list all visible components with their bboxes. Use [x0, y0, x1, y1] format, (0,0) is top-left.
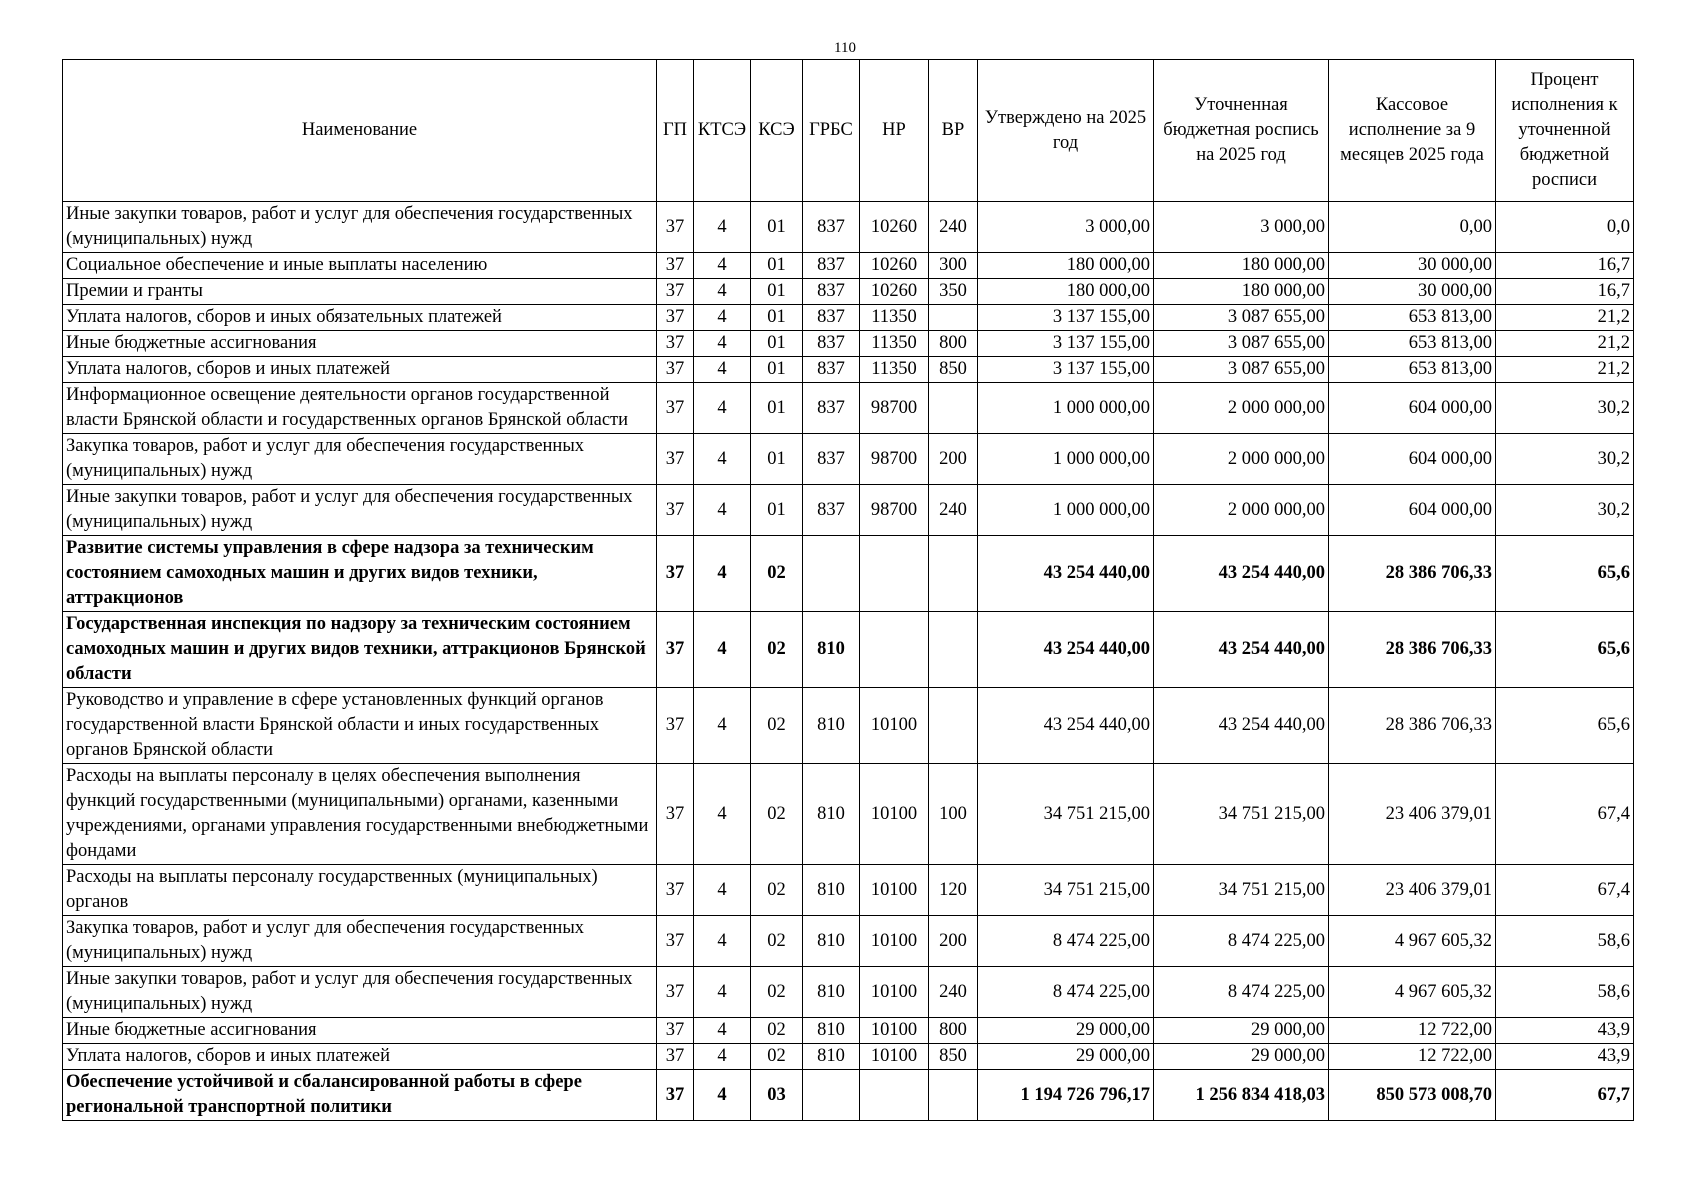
cell-ktse: 4 [694, 485, 751, 536]
cell-gp: 37 [657, 865, 694, 916]
cell-ktse: 4 [694, 1070, 751, 1121]
cell-kse: 01 [751, 331, 803, 357]
cell-ktse: 4 [694, 305, 751, 331]
cell-refined: 43 254 440,00 [1154, 688, 1329, 764]
cell-grbs: 837 [803, 357, 860, 383]
header-vr: ВР [929, 60, 978, 202]
cell-vr: 240 [929, 967, 978, 1018]
cell-name: Обеспечение устойчивой и сбалансированной работы в сфере региональной транспортной политики [63, 1070, 657, 1121]
cell-refined: 29 000,00 [1154, 1044, 1329, 1070]
cell-ktse: 4 [694, 688, 751, 764]
cell-nr: 10260 [860, 279, 929, 305]
table-row [63, 434, 1634, 485]
table-row [63, 202, 1634, 253]
cell-grbs: 810 [803, 1018, 860, 1044]
cell-gp: 37 [657, 536, 694, 612]
header-row [63, 60, 1634, 202]
cell-nr: 11350 [860, 331, 929, 357]
cell-refined: 3 087 655,00 [1154, 331, 1329, 357]
cell-percent: 21,2 [1496, 357, 1634, 383]
header-nr: НР [860, 60, 929, 202]
header-cash: Кассовое исполнение за 9 месяцев 2025 года [1329, 60, 1496, 202]
cell-nr: 11350 [860, 357, 929, 383]
header-kse: КСЭ [751, 60, 803, 202]
cell-ktse: 4 [694, 331, 751, 357]
cell-approved: 3 000,00 [978, 202, 1154, 253]
cell-vr: 300 [929, 253, 978, 279]
cell-nr: 98700 [860, 485, 929, 536]
cell-grbs: 810 [803, 764, 860, 865]
cell-approved: 1 000 000,00 [978, 383, 1154, 434]
cell-vr: 850 [929, 1044, 978, 1070]
cell-approved: 29 000,00 [978, 1018, 1154, 1044]
cell-cash: 653 813,00 [1329, 305, 1496, 331]
cell-nr: 10100 [860, 967, 929, 1018]
cell-ktse: 4 [694, 967, 751, 1018]
cell-kse: 01 [751, 305, 803, 331]
cell-refined: 34 751 215,00 [1154, 764, 1329, 865]
cell-vr: 200 [929, 434, 978, 485]
table-row [63, 612, 1634, 688]
cell-refined: 3 000,00 [1154, 202, 1329, 253]
cell-percent: 67,7 [1496, 1070, 1634, 1121]
table-row [63, 1044, 1634, 1070]
cell-nr: 10100 [860, 1044, 929, 1070]
cell-name: Закупка товаров, работ и услуг для обеспечения государственных (муниципальных) нужд [63, 916, 657, 967]
cell-name: Уплата налогов, сборов и иных платежей [63, 357, 657, 383]
cell-grbs: 810 [803, 967, 860, 1018]
cell-percent: 30,2 [1496, 485, 1634, 536]
cell-cash: 28 386 706,33 [1329, 536, 1496, 612]
cell-grbs: 837 [803, 253, 860, 279]
cell-ktse: 4 [694, 253, 751, 279]
cell-kse: 01 [751, 202, 803, 253]
cell-gp: 37 [657, 1018, 694, 1044]
cell-vr [929, 1070, 978, 1121]
cell-refined: 1 256 834 418,03 [1154, 1070, 1329, 1121]
cell-gp: 37 [657, 383, 694, 434]
cell-cash: 4 967 605,32 [1329, 967, 1496, 1018]
cell-cash: 4 967 605,32 [1329, 916, 1496, 967]
cell-name: Социальное обеспечение и иные выплаты населению [63, 253, 657, 279]
cell-refined: 3 087 655,00 [1154, 357, 1329, 383]
cell-ktse: 4 [694, 279, 751, 305]
cell-vr: 240 [929, 202, 978, 253]
cell-vr: 240 [929, 485, 978, 536]
cell-name: Иные бюджетные ассигнования [63, 331, 657, 357]
cell-cash: 12 722,00 [1329, 1018, 1496, 1044]
cell-gp: 37 [657, 1070, 694, 1121]
cell-approved: 3 137 155,00 [978, 331, 1154, 357]
cell-cash: 0,00 [1329, 202, 1496, 253]
table-row [63, 967, 1634, 1018]
cell-percent: 43,9 [1496, 1044, 1634, 1070]
cell-refined: 2 000 000,00 [1154, 485, 1329, 536]
header-ktse: КТСЭ [694, 60, 751, 202]
header-refined: Уточненная бюджетная роспись на 2025 год [1154, 60, 1329, 202]
cell-nr [860, 612, 929, 688]
cell-grbs: 837 [803, 305, 860, 331]
table-row [63, 865, 1634, 916]
cell-refined: 29 000,00 [1154, 1018, 1329, 1044]
cell-gp: 37 [657, 305, 694, 331]
cell-nr: 11350 [860, 305, 929, 331]
page-number: 110 [834, 40, 856, 56]
table-row [63, 485, 1634, 536]
cell-ktse: 4 [694, 536, 751, 612]
cell-kse: 03 [751, 1070, 803, 1121]
cell-kse: 02 [751, 1044, 803, 1070]
table-body [63, 202, 1634, 1121]
cell-cash: 28 386 706,33 [1329, 612, 1496, 688]
header-gp: ГП [657, 60, 694, 202]
cell-percent: 21,2 [1496, 305, 1634, 331]
header-percent: Процент исполнения к уточненной бюджетной росписи [1496, 60, 1634, 202]
cell-vr [929, 305, 978, 331]
cell-approved: 3 137 155,00 [978, 357, 1154, 383]
cell-refined: 43 254 440,00 [1154, 612, 1329, 688]
cell-approved: 43 254 440,00 [978, 688, 1154, 764]
cell-grbs: 810 [803, 1044, 860, 1070]
table-row [63, 357, 1634, 383]
cell-approved: 1 000 000,00 [978, 485, 1154, 536]
table-row [63, 253, 1634, 279]
cell-refined: 8 474 225,00 [1154, 967, 1329, 1018]
cell-kse: 02 [751, 764, 803, 865]
cell-name: Иные закупки товаров, работ и услуг для обеспечения государственных (муниципальных) нужд [63, 485, 657, 536]
cell-percent: 0,0 [1496, 202, 1634, 253]
cell-refined: 2 000 000,00 [1154, 383, 1329, 434]
cell-ktse: 4 [694, 764, 751, 865]
cell-kse: 01 [751, 279, 803, 305]
cell-name: Государственная инспекция по надзору за техническим состоянием самоходных машин и других видов техники, аттракционов Брянской области [63, 612, 657, 688]
cell-gp: 37 [657, 916, 694, 967]
cell-vr [929, 612, 978, 688]
cell-name: Информационное освещение деятельности органов государственной власти Брянской области и государственных органов Брянской области [63, 383, 657, 434]
cell-percent: 21,2 [1496, 331, 1634, 357]
cell-percent: 67,4 [1496, 865, 1634, 916]
cell-kse: 01 [751, 485, 803, 536]
cell-nr: 98700 [860, 434, 929, 485]
cell-percent: 30,2 [1496, 434, 1634, 485]
table-row [63, 1070, 1634, 1121]
cell-grbs: 810 [803, 612, 860, 688]
table-row [63, 331, 1634, 357]
cell-approved: 3 137 155,00 [978, 305, 1154, 331]
cell-approved: 8 474 225,00 [978, 916, 1154, 967]
cell-cash: 30 000,00 [1329, 279, 1496, 305]
cell-kse: 01 [751, 357, 803, 383]
table-row [63, 279, 1634, 305]
cell-kse: 02 [751, 967, 803, 1018]
cell-grbs: 837 [803, 383, 860, 434]
cell-vr: 100 [929, 764, 978, 865]
cell-name: Уплата налогов, сборов и иных платежей [63, 1044, 657, 1070]
table-row [63, 305, 1634, 331]
cell-ktse: 4 [694, 916, 751, 967]
cell-cash: 23 406 379,01 [1329, 865, 1496, 916]
cell-grbs: 837 [803, 202, 860, 253]
cell-percent: 65,6 [1496, 688, 1634, 764]
cell-approved: 1 000 000,00 [978, 434, 1154, 485]
cell-kse: 02 [751, 688, 803, 764]
cell-gp: 37 [657, 434, 694, 485]
cell-ktse: 4 [694, 434, 751, 485]
header-grbs: ГРБС [803, 60, 860, 202]
cell-vr: 350 [929, 279, 978, 305]
cell-refined: 34 751 215,00 [1154, 865, 1329, 916]
cell-name: Руководство и управление в сфере установленных функций органов государственной власти Брянской области и иных государственных органов Брянской области [63, 688, 657, 764]
cell-kse: 02 [751, 916, 803, 967]
cell-approved: 8 474 225,00 [978, 967, 1154, 1018]
cell-nr: 10100 [860, 688, 929, 764]
cell-name: Премии и гранты [63, 279, 657, 305]
cell-vr: 800 [929, 331, 978, 357]
cell-nr: 98700 [860, 383, 929, 434]
cell-grbs: 810 [803, 865, 860, 916]
cell-cash: 604 000,00 [1329, 485, 1496, 536]
cell-approved: 180 000,00 [978, 279, 1154, 305]
cell-grbs: 810 [803, 916, 860, 967]
table-row [63, 764, 1634, 865]
cell-nr: 10100 [860, 764, 929, 865]
cell-vr: 800 [929, 1018, 978, 1044]
cell-cash: 653 813,00 [1329, 357, 1496, 383]
cell-cash: 850 573 008,70 [1329, 1070, 1496, 1121]
cell-gp: 37 [657, 279, 694, 305]
cell-ktse: 4 [694, 1018, 751, 1044]
table-row [63, 1018, 1634, 1044]
cell-percent: 65,6 [1496, 536, 1634, 612]
cell-nr [860, 536, 929, 612]
cell-kse: 01 [751, 383, 803, 434]
cell-refined: 3 087 655,00 [1154, 305, 1329, 331]
cell-cash: 653 813,00 [1329, 331, 1496, 357]
cell-percent: 16,7 [1496, 253, 1634, 279]
cell-ktse: 4 [694, 1044, 751, 1070]
cell-vr: 120 [929, 865, 978, 916]
cell-approved: 34 751 215,00 [978, 764, 1154, 865]
cell-grbs [803, 1070, 860, 1121]
budget-table [62, 59, 1634, 1121]
cell-vr [929, 688, 978, 764]
header-name: Наименование [63, 60, 657, 202]
cell-ktse: 4 [694, 865, 751, 916]
table-row [63, 536, 1634, 612]
cell-gp: 37 [657, 688, 694, 764]
cell-vr [929, 536, 978, 612]
cell-kse: 01 [751, 434, 803, 485]
cell-grbs: 837 [803, 331, 860, 357]
cell-percent: 58,6 [1496, 967, 1634, 1018]
cell-nr: 10260 [860, 253, 929, 279]
cell-kse: 01 [751, 253, 803, 279]
cell-kse: 02 [751, 612, 803, 688]
cell-cash: 28 386 706,33 [1329, 688, 1496, 764]
cell-name: Закупка товаров, работ и услуг для обеспечения государственных (муниципальных) нужд [63, 434, 657, 485]
cell-gp: 37 [657, 202, 694, 253]
cell-kse: 02 [751, 536, 803, 612]
cell-grbs: 837 [803, 434, 860, 485]
cell-gp: 37 [657, 967, 694, 1018]
cell-percent: 43,9 [1496, 1018, 1634, 1044]
cell-name: Уплата налогов, сборов и иных обязательных платежей [63, 305, 657, 331]
cell-name: Иные бюджетные ассигнования [63, 1018, 657, 1044]
cell-approved: 29 000,00 [978, 1044, 1154, 1070]
cell-gp: 37 [657, 485, 694, 536]
cell-percent: 30,2 [1496, 383, 1634, 434]
cell-percent: 58,6 [1496, 916, 1634, 967]
cell-ktse: 4 [694, 383, 751, 434]
cell-name: Развитие системы управления в сфере надзора за техническим состоянием самоходных машин и других видов техники, аттракционов [63, 536, 657, 612]
cell-cash: 604 000,00 [1329, 383, 1496, 434]
cell-cash: 604 000,00 [1329, 434, 1496, 485]
cell-nr: 10260 [860, 202, 929, 253]
cell-ktse: 4 [694, 202, 751, 253]
cell-approved: 1 194 726 796,17 [978, 1070, 1154, 1121]
cell-cash: 12 722,00 [1329, 1044, 1496, 1070]
cell-vr [929, 383, 978, 434]
cell-grbs: 837 [803, 485, 860, 536]
cell-refined: 8 474 225,00 [1154, 916, 1329, 967]
cell-gp: 37 [657, 331, 694, 357]
cell-gp: 37 [657, 253, 694, 279]
cell-gp: 37 [657, 1044, 694, 1070]
cell-grbs: 810 [803, 688, 860, 764]
cell-kse: 02 [751, 1018, 803, 1044]
cell-cash: 30 000,00 [1329, 253, 1496, 279]
cell-refined: 180 000,00 [1154, 279, 1329, 305]
cell-gp: 37 [657, 357, 694, 383]
cell-name: Расходы на выплаты персоналу государственных (муниципальных) органов [63, 865, 657, 916]
cell-name: Иные закупки товаров, работ и услуг для обеспечения государственных (муниципальных) нужд [63, 202, 657, 253]
cell-approved: 43 254 440,00 [978, 536, 1154, 612]
cell-gp: 37 [657, 612, 694, 688]
cell-ktse: 4 [694, 357, 751, 383]
cell-approved: 43 254 440,00 [978, 612, 1154, 688]
cell-refined: 2 000 000,00 [1154, 434, 1329, 485]
cell-vr: 850 [929, 357, 978, 383]
cell-approved: 34 751 215,00 [978, 865, 1154, 916]
cell-gp: 37 [657, 764, 694, 865]
cell-approved: 180 000,00 [978, 253, 1154, 279]
cell-nr: 10100 [860, 1018, 929, 1044]
cell-name: Иные закупки товаров, работ и услуг для обеспечения государственных (муниципальных) нужд [63, 967, 657, 1018]
cell-cash: 23 406 379,01 [1329, 764, 1496, 865]
cell-refined: 43 254 440,00 [1154, 536, 1329, 612]
cell-nr [860, 1070, 929, 1121]
cell-grbs: 837 [803, 279, 860, 305]
cell-nr: 10100 [860, 916, 929, 967]
cell-ktse: 4 [694, 612, 751, 688]
header-approved: Утверждено на 2025 год [978, 60, 1154, 202]
cell-percent: 65,6 [1496, 612, 1634, 688]
table-row [63, 383, 1634, 434]
cell-kse: 02 [751, 865, 803, 916]
cell-vr: 200 [929, 916, 978, 967]
cell-grbs [803, 536, 860, 612]
cell-nr: 10100 [860, 865, 929, 916]
cell-name: Расходы на выплаты персоналу в целях обеспечения выполнения функций государственными (муниципальными) органами, казенными учреждениями, органами управления государственными внебюджетными фондами [63, 764, 657, 865]
table-row [63, 916, 1634, 967]
cell-percent: 67,4 [1496, 764, 1634, 865]
cell-percent: 16,7 [1496, 279, 1634, 305]
table-row [63, 688, 1634, 764]
cell-refined: 180 000,00 [1154, 253, 1329, 279]
